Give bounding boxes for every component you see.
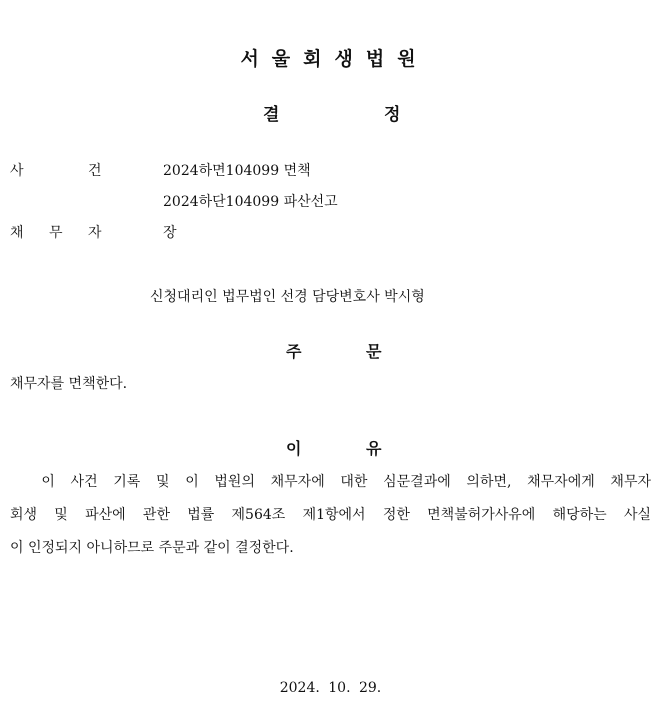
reason-line-1: 이 사건 기록 및 이 법원의 채무자에 대한 심문결과에 의하면, 채무자에게 채무자 bbox=[10, 474, 651, 490]
debtor-name: 장 bbox=[163, 225, 177, 241]
case-number-exemption: 2024하면104099 면책 bbox=[163, 163, 311, 179]
reason-line-3: 이 인정되지 아니하므로 주문과 같이 결정한다. bbox=[10, 540, 294, 556]
applicant-agent: 신청대리인 법무법인 선경 담당변호사 박시형 bbox=[150, 289, 425, 305]
reason-line-2: 회생 및 파산에 관한 법률 제564조 제1항에서 정한 면책불허가사유에 해당하는 사실 bbox=[10, 507, 651, 523]
case-label-char-1: 사 bbox=[10, 163, 24, 179]
decision-date: 2024. 10. 29. bbox=[279, 680, 382, 696]
debtor-label-char-2: 무 bbox=[49, 225, 63, 241]
order-heading-right: 문 bbox=[366, 342, 382, 361]
doc-type-left: 결 bbox=[263, 105, 280, 125]
doc-type-right: 정 bbox=[384, 105, 401, 125]
debtor-label-char-3: 자 bbox=[88, 225, 102, 241]
reason-heading-right: 유 bbox=[366, 439, 382, 458]
court-name: 서울회생법원 bbox=[240, 48, 429, 70]
reason-heading-left: 이 bbox=[286, 439, 302, 458]
order-text: 채무자를 면책한다. bbox=[10, 376, 128, 392]
order-heading-left: 주 bbox=[286, 342, 302, 361]
case-number-bankruptcy: 2024하단104099 파산선고 bbox=[163, 194, 338, 210]
case-label-char-2: 건 bbox=[88, 163, 102, 179]
debtor-label-char-1: 채 bbox=[10, 225, 24, 241]
